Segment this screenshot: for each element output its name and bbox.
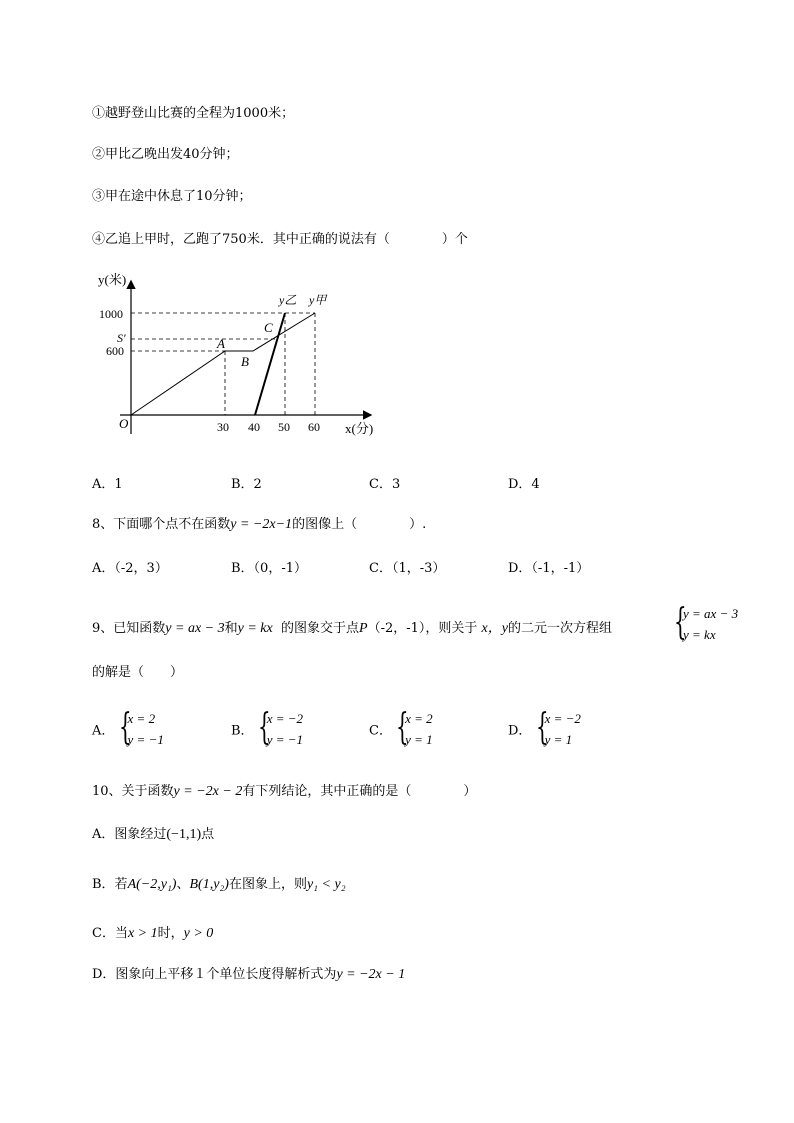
q7-option-b[interactable]: B．2 — [231, 477, 262, 492]
statement-4: ④乙追上甲时，乙跑了750米．其中正确的说法有（ ）个 — [92, 232, 468, 247]
x-tick-40: 40 — [248, 420, 260, 434]
q10-option-c-mid: 时， — [157, 926, 184, 941]
point-b-label: B — [241, 354, 249, 369]
q9-option-b-eq1: x = −2 — [266, 711, 304, 726]
line-jia-label: y甲 — [309, 293, 327, 307]
y-axis-label: y(米) — [98, 272, 127, 287]
q10-prefix: 10、关于函数 — [92, 784, 174, 799]
q10-option-c-math2: y > 0 — [183, 926, 214, 941]
line-jia — [131, 313, 315, 415]
q9-option-c[interactable] — [369, 708, 433, 750]
y-tick-1000: 1000 — [99, 307, 123, 321]
statement-2: ②甲比乙晚出发40分钟； — [92, 147, 239, 162]
q9-option-a-eq2: y = −1 — [127, 732, 164, 747]
q10-option-b-math1: A(−2,y₁) — [127, 877, 177, 892]
q9-option-c-system: { x = 2 y = 1 — [396, 707, 433, 748]
q9-option-b-label: B． — [231, 723, 254, 739]
q9-option-d-system: { x = −2 y = 1 — [535, 707, 581, 748]
x-axis-label: x(分) — [345, 421, 374, 436]
q10-option-a-text: A．图象经过 — [92, 827, 167, 842]
q9-stem — [92, 617, 612, 637]
q10-formula: y = −2x − 2 — [173, 784, 243, 799]
q10-option-b-sep: 、 — [176, 877, 190, 892]
point-a-label: A — [217, 336, 225, 351]
q8-formula: y = −2x−1 — [230, 517, 293, 532]
q10-option-b-math3: y₁ < y₂ — [306, 877, 346, 892]
q9-option-b-system: { x = −2 y = −1 — [257, 707, 304, 748]
q9-option-d[interactable] — [508, 708, 581, 750]
q9-point-coords: （-2，-1），则关于 — [367, 621, 478, 636]
q9-option-d-label: D． — [508, 723, 532, 739]
x-tick-30: 30 — [217, 420, 229, 434]
q10-option-a[interactable] — [92, 823, 214, 843]
q9-option-b-eq2: y = −1 — [266, 732, 304, 747]
q10-option-d[interactable] — [92, 963, 405, 983]
origin-label: O — [119, 416, 129, 431]
q10-option-b-mid: 在图象上，则 — [228, 877, 307, 892]
q10-option-b-text: B．若 — [92, 877, 128, 892]
q8-option-b[interactable]: B．（0，-1） — [231, 561, 307, 576]
distance-time-graph — [95, 262, 395, 442]
q9-option-c-eq1: x = 2 — [405, 711, 433, 726]
statement-1: ①越野登山比赛的全程为1000米； — [92, 106, 295, 121]
q9-function-1: y = ax − 3 — [165, 621, 225, 636]
q9-vars: x，y — [481, 621, 508, 636]
q9-option-a-eq1: x = 2 — [127, 711, 156, 726]
q8-prefix: 8、下面哪个点不在函数 — [92, 517, 231, 532]
x-tick-50: 50 — [278, 420, 290, 434]
q9-option-a[interactable] — [92, 708, 164, 750]
q9-option-b[interactable] — [231, 708, 303, 750]
q7-option-c[interactable]: C．3 — [369, 477, 401, 492]
q9-option-c-label: C． — [369, 723, 392, 739]
q9-line2: 的解是（ ） — [92, 665, 184, 680]
q9-option-d-eq1: x = −2 — [544, 711, 581, 726]
q10-option-c[interactable] — [92, 922, 213, 942]
q10-option-a-tail: 点 — [201, 827, 215, 842]
q8-option-a[interactable]: A．（-2，3） — [92, 561, 168, 576]
q9-equation-system: { y = ax − 3 y = kx — [674, 602, 739, 643]
point-c-label: C — [264, 320, 273, 335]
q9-option-d-eq2: y = 1 — [544, 732, 573, 747]
statement-3: ③甲在途中休息了10分钟； — [92, 189, 252, 204]
q10-option-d-math: y = −2x − 1 — [336, 967, 406, 982]
q10-option-c-math1: x > 1 — [127, 926, 158, 941]
q9-point-name: P — [359, 621, 368, 636]
x-tick-60: 60 — [308, 420, 320, 434]
q7-option-d[interactable]: D．4 — [508, 477, 540, 492]
q8-option-c[interactable]: C．（1，-3） — [369, 561, 446, 576]
q9-function-2: y = kx — [237, 621, 273, 636]
q9-system-eq2: y = kx — [683, 627, 716, 642]
line-yi-label: y乙 — [279, 293, 297, 307]
q10-option-b-math2: B(1,y₂) — [189, 877, 229, 892]
q9-tail: 的二元一次方程组 — [507, 621, 612, 636]
q9-prefix: 9、已知函数 — [92, 621, 166, 636]
q10-suffix: 有下列结论，其中正确的是（ ） — [242, 784, 477, 799]
q9-option-c-eq2: y = 1 — [405, 732, 433, 747]
y-tick-s: S′ — [117, 331, 126, 345]
q10-option-d-text: D．图象向上平移１个单位长度得解析式为 — [92, 967, 337, 982]
q7-option-a[interactable]: A．1 — [92, 477, 123, 492]
q9-and: 和 — [224, 621, 238, 636]
q8-stem — [92, 513, 426, 533]
q9-mid: 的图象交于点 — [280, 621, 359, 636]
y-tick-600: 600 — [106, 344, 124, 358]
q9-option-a-label: A． — [92, 723, 115, 739]
q10-option-c-text: C．当 — [92, 926, 128, 941]
q9-system-eq1: y = ax − 3 — [683, 606, 739, 621]
q10-option-b[interactable] — [92, 873, 346, 893]
q10-option-a-math: (−1,1) — [166, 827, 202, 842]
q8-suffix: 的图像上（ ）. — [292, 517, 427, 532]
q8-option-d[interactable]: D．（-1，-1） — [508, 561, 590, 576]
q10-stem — [92, 780, 476, 800]
q9-option-a-system: { x = 2 y = −1 — [118, 707, 164, 748]
